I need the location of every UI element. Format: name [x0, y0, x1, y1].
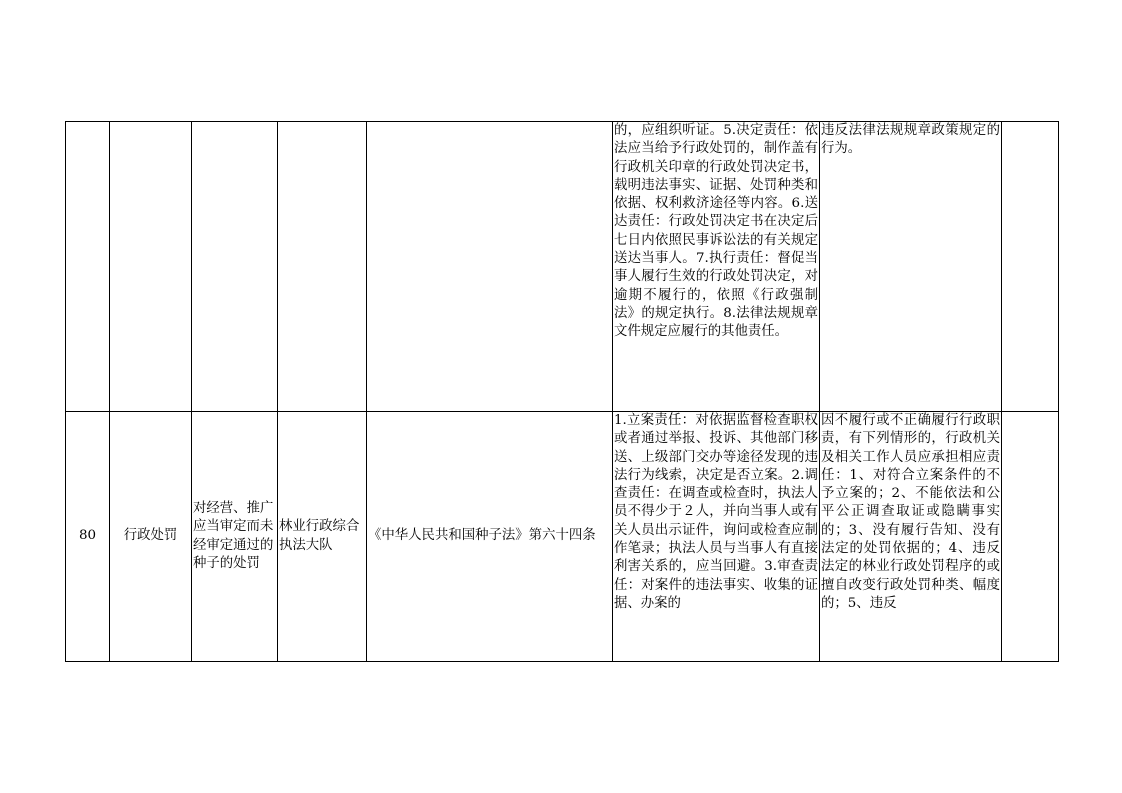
table-row: [66, 122, 1059, 412]
accountability-cell: 违反法律法规规章政策规定的行为。: [820, 122, 1002, 412]
remarks-cell: [1002, 412, 1059, 662]
item-name-cell: [192, 122, 278, 412]
category-cell: [110, 122, 192, 412]
table-row: [66, 412, 1059, 662]
item-name-cell: 对经营、推广应当审定而未经审定通过的种子的处罚: [192, 412, 278, 662]
implementing-body-cell: [278, 122, 367, 412]
seq-cell: [66, 122, 110, 412]
accountability-cell: 因不履行或不正确履行行政职责，有下列情形的，行政机关及相关工作人员应承担相应责任：1、对符合立案条件的不予立案的；2、不能依法和公平公正调查取证或隐瞒事实的；3、没有履行告知、没有法定的处罚依据的；4、违反法定的林业行政处罚程序的或擅自改变行政处罚种类、幅度的；5、违反: [820, 412, 1002, 662]
category-cell: 行政处罚: [110, 412, 192, 662]
implementing-body-cell: 林业行政综合执法大队: [278, 412, 367, 662]
seq-cell: 80: [66, 412, 110, 662]
responsibilities-cell: 的，应组织听证。5.决定责任：依法应当给予行政处罚的，制作盖有行政机关印章的行政处罚决定书，载明违法事实、证据、处罚种类和依据、权利救济途径等内容。6.送达责任：行政处罚决定书在决定后七日内依照民事诉讼法的有关规定送达当事人。7.执行责任：督促当事人履行生效的行政处罚决定，对逾期不履行的，依照《行政强制法》的规定执行。8.法律法规规章文件规定应履行的其他责任。: [613, 122, 820, 412]
legal-basis-cell: [367, 122, 613, 412]
responsibilities-cell: 1.立案责任：对依据监督检查职权或者通过举报、投诉、其他部门移送、上级部门交办等途径发现的违法行为线索，决定是否立案。2.调查责任：在调查或检查时，执法人员不得少于２人，并向当事人或有关人员出示证件，询问或检查应制作笔录；执法人员与当事人有直接利害关系的，应当回避。3.审查责任：对案件的违法事实、收集的证据、办案的: [613, 412, 820, 662]
power-list-table: [65, 121, 1059, 662]
remarks-cell: [1002, 122, 1059, 412]
legal-basis-cell: 《中华人民共和国种子法》第六十四条: [367, 412, 613, 662]
